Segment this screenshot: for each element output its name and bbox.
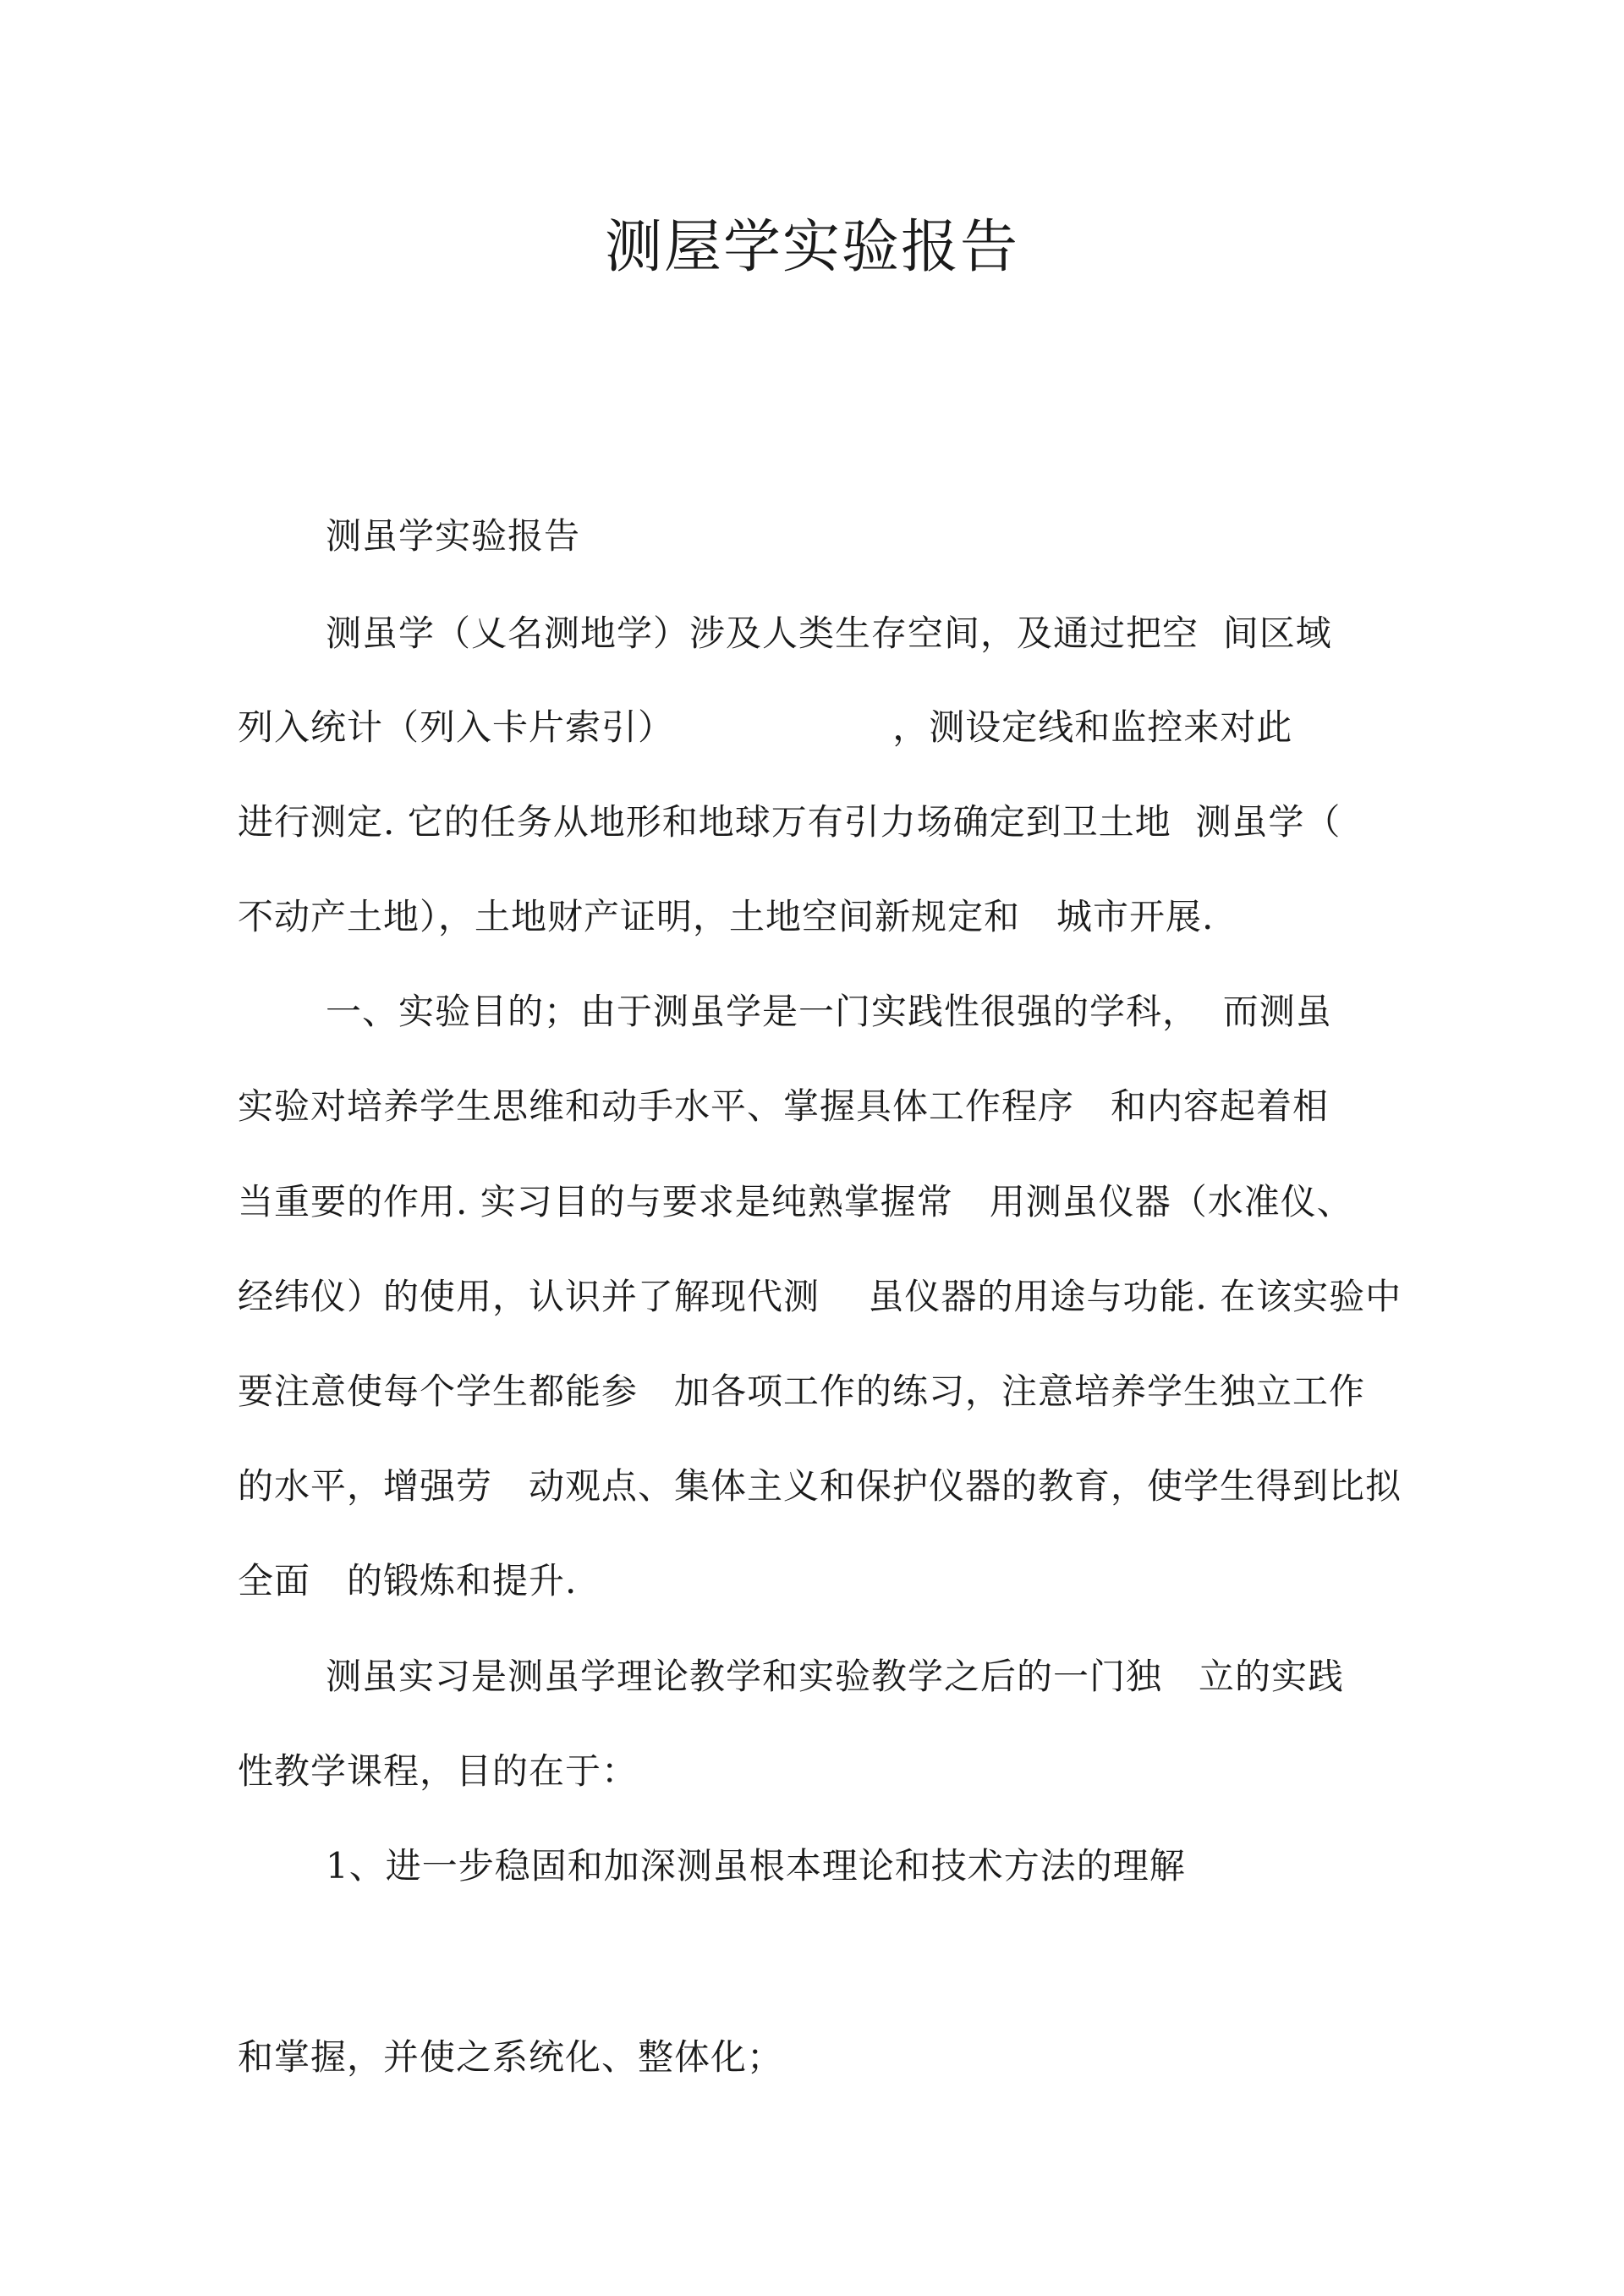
- paragraph-line: 性教学课程，目的在于：: [238, 1750, 639, 1792]
- paragraph-line: 测虽学（乂名测地学）涉及人类生存空间，及通过把空 间区域: [326, 612, 1332, 654]
- paragraph-heading: 测虽学实验报告: [326, 515, 581, 557]
- document-title: 测屋学实验报告: [604, 214, 1019, 281]
- paragraph-line: 和掌握，并使之系统化、整体化；: [238, 2036, 784, 2078]
- paragraph-line: 的水平，增强劳 动观点、集体主义和保护仪器的教育，使学生得到比拟: [238, 1465, 1402, 1507]
- paragraph-line: 全面 的锻炼和提升.: [238, 1560, 578, 1601]
- paragraph-line: 要注意使每个学生都能参 加各项工作的练习，注意培养学生独立工作: [238, 1370, 1366, 1412]
- paragraph-line: 列入统计（列入卡片索引） ，测设定线和监控来对此: [238, 706, 1293, 748]
- paragraph-line: 经纬仪）的使用，认识并了解现代测 虽仪器的用途与功能. 在该实验中: [238, 1276, 1402, 1317]
- paragraph-line: 不动产土地），土地财产证明，土地空间新规定和 城市开展.: [238, 896, 1215, 937]
- paragraph-line: 进行测定. 它的任务从地形和地球万有引力场确定到卫土地 测虽学（: [238, 801, 1341, 843]
- paragraph-line: 一、实验目的；由于测虽学是一门实践性很强的学科， 而测虽: [326, 991, 1332, 1032]
- paragraph-line: 测虽实习是测虽学理论教学和实验教学之后的一门独 立的实践: [326, 1656, 1345, 1697]
- paragraph-line: 当重要的作用. 实习目的与要求是纯熟掌握常 用测虽仪器（水准仪、: [238, 1181, 1353, 1222]
- list-item: 1、进一步稳固和加深测虽根本理论和技术方法的理解: [326, 1845, 1186, 1887]
- paragraph-line: 实验对培养学生思维和动手水平、掌握具体工作程序 和内容起着相: [238, 1085, 1330, 1127]
